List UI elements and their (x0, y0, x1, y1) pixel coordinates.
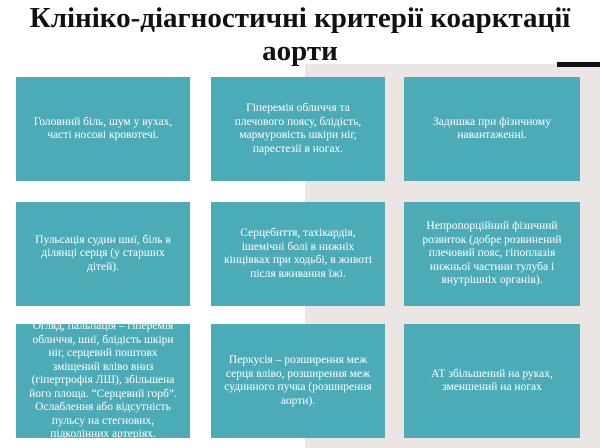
criteria-box-disproportionate-development: Непропорційний фізичний розвиток (добре розвинений плечовий пояс, гіпоплазія нижньої частини тулуба і внутрішніх органів). (404, 202, 580, 306)
criteria-box-hyperemia: Гіперемія обличчя та плечового поясу, блідість, мармуровість шкіри ніг, парестезії в ногах. (211, 77, 385, 181)
criteria-box-palpitations: Серцебиття, тахікардія, ішемічні болі в нижніх кінцівках при ходьбі, в животі після вживання їжі. (211, 202, 385, 306)
criteria-box-percussion: Перкусія – розширення меж серця вліво, розширення меж судинного пучка (розширення аорти). (211, 324, 385, 438)
criteria-box-blood-pressure: АТ збільшений на руках, зменшений на ногах (404, 324, 580, 438)
criteria-box-examination: Огляд, пальпація – гіперемія обличчя, шиї, блідість шкіри ніг, серцевий поштовх зміщений вліво вниз (гіпертрофія ЛШ), збільшена його площа. “Серцевий горб”. Ослаблення або відсутність пульсу на стегнових, підколінних артеріях. (16, 324, 190, 438)
criteria-box-headache: Головний біль, шум у вухах, часті носові кровотечі. (16, 77, 190, 181)
slide-title: Клініко-діагностичні критерії коарктації аорти (29, 2, 571, 67)
criteria-box-neck-pulsation: Пульсація судин шиї, біль в ділянці серця (у старших дітей). (16, 202, 190, 306)
criteria-box-dyspnea: Задишка при фізичному навантаженні. (404, 77, 580, 181)
